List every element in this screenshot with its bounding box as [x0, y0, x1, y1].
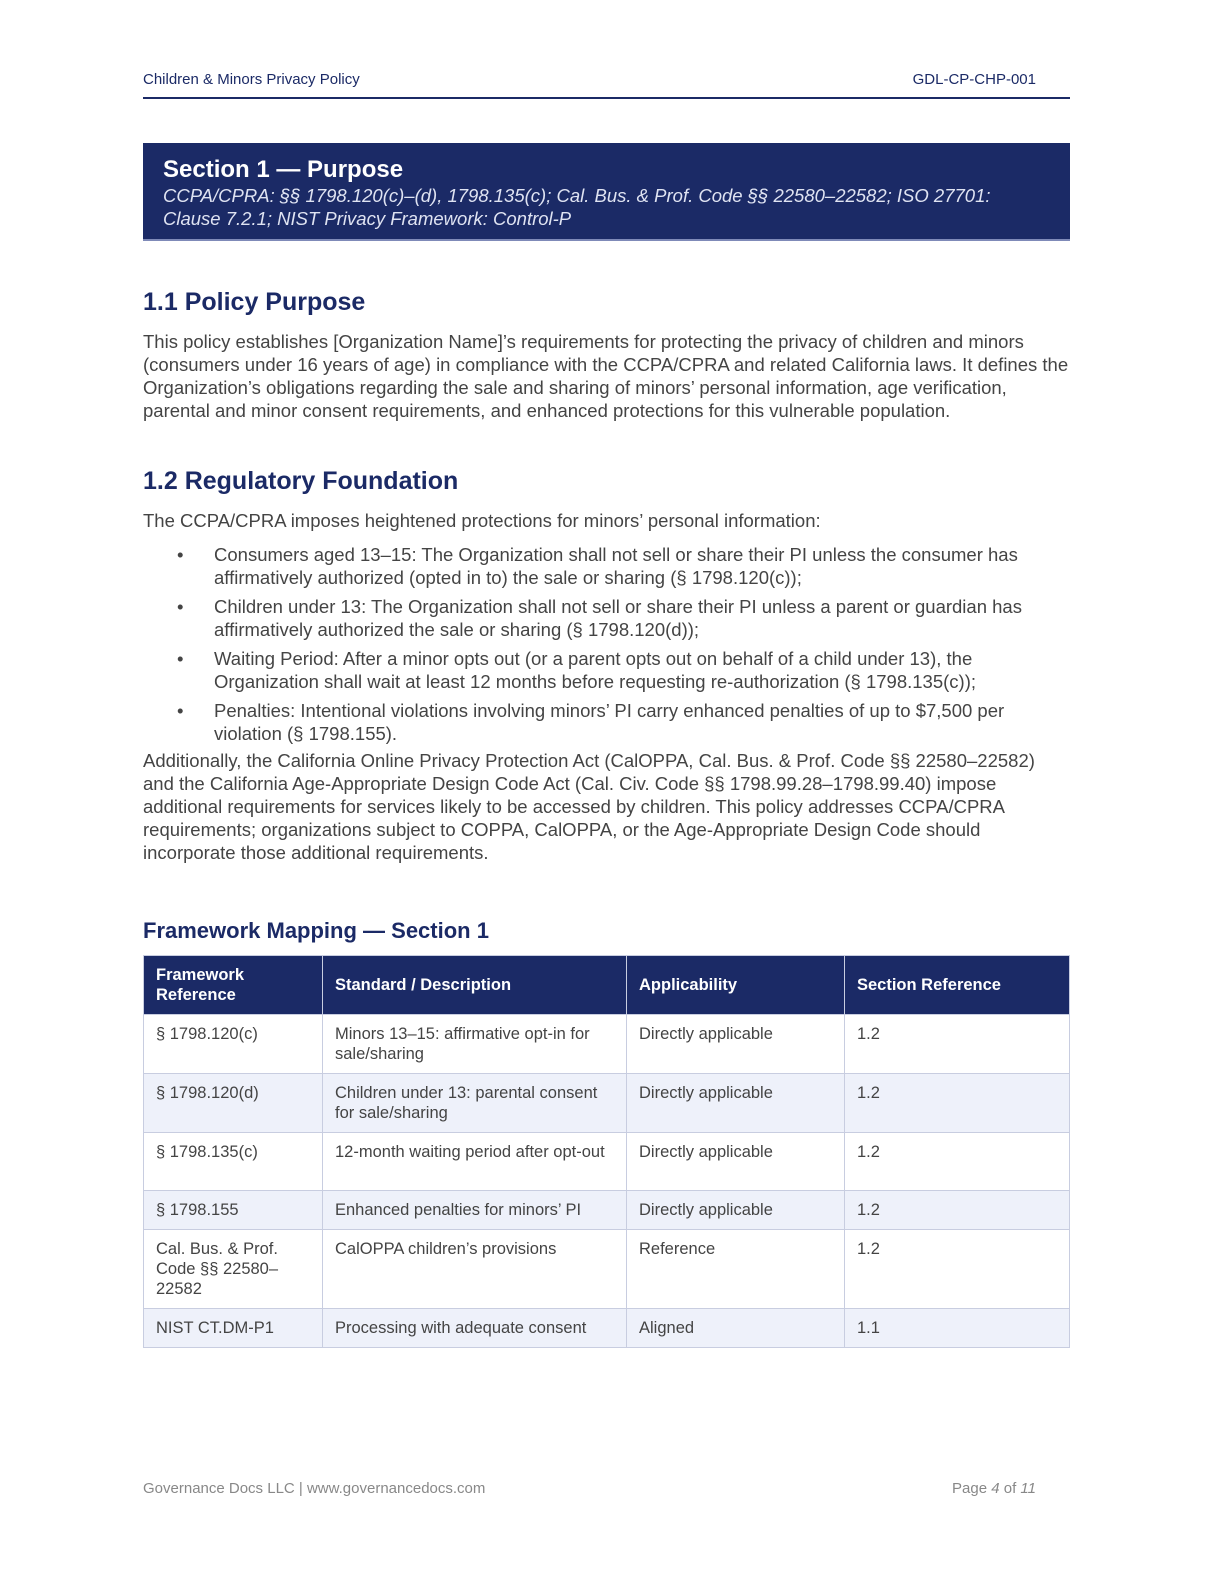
page-of: of	[1003, 1480, 1017, 1497]
column-header: Standard / Description	[323, 956, 627, 1015]
table-cell: 1.2	[845, 1133, 1070, 1191]
table-cell: NIST CT.DM-P1	[144, 1309, 323, 1348]
table-cell: § 1798.135(c)	[144, 1133, 323, 1191]
table-cell: 1.2	[845, 1015, 1070, 1074]
regulatory-closing-paragraph: Additionally, the California Online Privacy Protection Act (CalOPPA, Cal. Bus. & Prof. Code §§ 22580–22582) and the California Age-Appropriate Design Code Act (Cal. Civ. Code §§ 1798.99.28–1798.99.40) impose additional requirements for services likely to be accessed by children. This policy addresses CCPA/CPRA requirements; organizations subject to COPPA, CalOPPA, or the Age-Appropriate Design Code should incorporate those additional requirements.	[143, 750, 1035, 863]
table-cell: Cal. Bus. & Prof. Code §§ 22580–22582	[144, 1230, 323, 1309]
document-id: GDL-CP-CHP-001	[912, 71, 1036, 88]
document-title: Children & Minors Privacy Policy	[143, 71, 360, 88]
framework-mapping-heading: Framework Mapping — Section 1	[143, 918, 489, 943]
page-total: 11	[1020, 1480, 1036, 1497]
footer-company: Governance Docs LLC | www.governancedocs.com	[143, 1480, 486, 1497]
section-title: Section 1 — Purpose	[163, 156, 404, 183]
running-header	[143, 70, 1070, 99]
table-cell: 1.2	[845, 1230, 1070, 1309]
section-banner	[143, 143, 1070, 241]
bullet-text: Penalties: Intentional violations involving minors’ PI carry enhanced penalties of up to $7,500 per violation (§ 1798.155).	[214, 700, 1005, 744]
section-references: CCPA/CPRA: §§ 1798.120(c)–(d), 1798.135(c); Cal. Bus. & Prof. Code §§ 22580–22582; ISO 27701: Clause 7.2.1; NIST Privacy Framework: Control-P	[163, 185, 991, 229]
page-footer	[143, 1480, 1070, 1497]
table-cell: § 1798.120(d)	[144, 1074, 323, 1133]
table-cell: Children under 13: parental consent for sale/sharing	[323, 1074, 627, 1133]
table-cell: Directly applicable	[627, 1191, 845, 1230]
table-cell: Directly applicable	[627, 1074, 845, 1133]
column-header: Framework Reference	[144, 956, 323, 1015]
policy-purpose-paragraph: This policy establishes [Organization Name]’s requirements for protecting the privacy of children and minors (consumers under 16 years of age) in compliance with the CCPA/CPRA and related California laws. It defines the Organization’s obligations regarding the sale and sharing of minors’ personal information, age verification, parental and minor consent requirements, and enhanced protections for this vulnerable population.	[143, 331, 1069, 421]
regulatory-intro-paragraph: The CCPA/CPRA imposes heightened protections for minors’ personal information:	[143, 510, 821, 531]
page-label: Page	[952, 1480, 988, 1497]
table-cell: § 1798.155	[144, 1191, 323, 1230]
bullet-icon: •	[177, 596, 184, 617]
table-cell: Directly applicable	[627, 1133, 845, 1191]
bullet-item	[143, 647, 1070, 693]
table-cell: CalOPPA children’s provisions	[323, 1230, 627, 1309]
bullet-text: Waiting Period: After a minor opts out (or a parent opts out on behalf of a child under 13), the Organization shall wait at least 12 months before requesting re-authorization (§ 1798.135(c));	[214, 648, 977, 692]
table-cell: 1.2	[845, 1074, 1070, 1133]
bullet-icon: •	[177, 648, 184, 669]
heading-regulatory-foundation: 1.2 Regulatory Foundation	[143, 467, 459, 495]
table-cell: 1.2	[845, 1191, 1070, 1230]
table-cell: § 1798.120(c)	[144, 1015, 323, 1074]
heading-policy-purpose: 1.1 Policy Purpose	[143, 288, 366, 316]
table-row	[144, 1133, 1070, 1191]
table-row	[144, 1191, 1070, 1230]
table-cell: Aligned	[627, 1309, 845, 1348]
bullet-item	[143, 543, 1070, 589]
table-cell: 12-month waiting period after opt-out	[323, 1133, 627, 1191]
page-current: 4	[991, 1480, 1000, 1497]
table-cell: Directly applicable	[627, 1015, 845, 1074]
regulatory-bullet-list	[143, 543, 1070, 751]
table-row	[144, 1230, 1070, 1309]
table-cell: Reference	[627, 1230, 845, 1309]
column-header: Section Reference	[845, 956, 1070, 1015]
bullet-item	[143, 699, 1070, 745]
table-cell: Minors 13–15: affirmative opt-in for sale/sharing	[323, 1015, 627, 1074]
table-row	[144, 1309, 1070, 1348]
bullet-text: Consumers aged 13–15: The Organization shall not sell or share their PI unless the consumer has affirmatively authorized (opted in to) the sale or sharing (§ 1798.120(c));	[214, 544, 1018, 588]
page-number	[952, 1480, 1036, 1497]
column-header: Applicability	[627, 956, 845, 1015]
bullet-item	[143, 595, 1070, 641]
framework-mapping-table	[143, 955, 1070, 1348]
table-row	[144, 1074, 1070, 1133]
bullet-icon: •	[177, 544, 184, 565]
table-cell: Enhanced penalties for minors’ PI	[323, 1191, 627, 1230]
bullet-text: Children under 13: The Organization shall not sell or share their PI unless a parent or guardian has affirmatively authorized the sale or sharing (§ 1798.120(d));	[214, 596, 1022, 640]
bullet-icon: •	[177, 700, 184, 721]
table-cell: Processing with adequate consent	[323, 1309, 627, 1348]
table-header-row	[144, 956, 1070, 1015]
table-cell: 1.1	[845, 1309, 1070, 1348]
table-row	[144, 1015, 1070, 1074]
